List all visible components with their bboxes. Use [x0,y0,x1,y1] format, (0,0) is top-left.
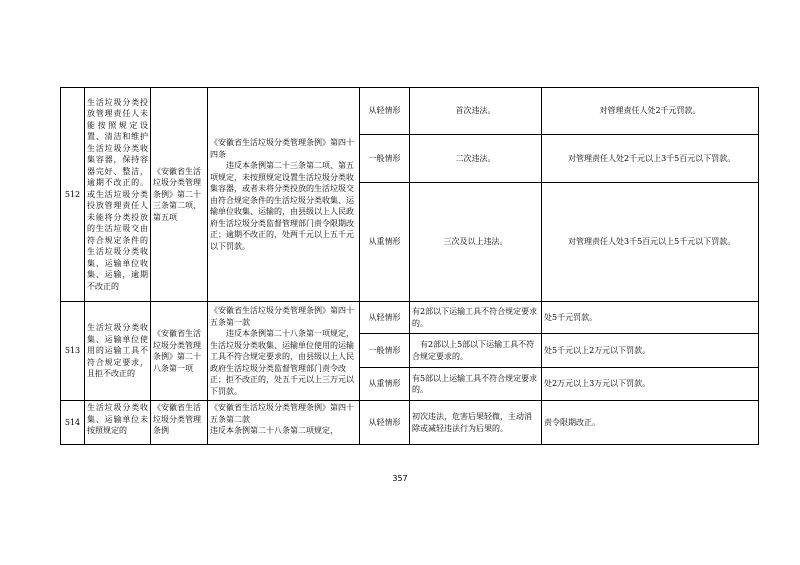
degree-label: 从轻情形 [360,88,410,135]
penalty-standard: 对管理责任人处3千5百元以上5千元以下罚款。 [542,183,759,302]
degree-condition: 有2部以上5部以下运输工具不符合规定要求的。 [410,334,542,368]
item-number: 512 [61,88,85,302]
penalty-reference: 《安徽省生活垃圾分类管理条例》第四十五条第一款 [210,306,354,327]
penalty-text: 违反本条例第二十三条第二项、第五项规定，未按照规定设置生活垃圾分类收集容器，或者未将分类投放的生活垃圾交由符合规定条件的生活垃圾分类收集、运输单位收集、运输的，由县级以上人民政府生活垃圾分类监督管理部门责令限期改正；逾期不改正的，处两千元以上五千元以下罚款。 [210,161,354,251]
degree-condition: 首次违法。 [410,88,542,135]
legal-basis: 《安徽省生活垃圾分类管理条例》第二十八条第一项 [151,302,208,401]
degree-label: 一般情形 [360,135,410,183]
penalty-standard: 处2万元以上3万元以下罚款。 [542,368,759,401]
violation-description: 生活垃圾分类投放管理责任人未能按照规定设置、清洁和维护生活垃圾分类收集容器，保持容器完好、整洁，逾期不改正的。或生活垃圾分类投放管理责任人未能将分类投放的生活垃圾交由符合规定条件的生活垃圾分类收集、运输单位收集、运输，逾期不改正的 [85,88,151,302]
penalty-text: 违反本条例第二十八条第二项规定， [210,426,338,435]
degree-condition: 二次违法。 [410,135,542,183]
degree-label: 从轻情形 [360,401,410,445]
item-number: 514 [61,401,85,445]
degree-condition: 有2部以下运输工具不符合规定要求的。 [410,302,542,334]
item-number: 513 [61,302,85,401]
penalty-provision [208,401,360,445]
degree-label: 从重情形 [360,183,410,302]
table-row [61,302,759,334]
penalty-reference: 《安徽省生活垃圾分类管理条例》第四十四条 [210,138,354,159]
penalty-standard: 处5千元罚款。 [542,302,759,334]
violation-description: 生活垃圾分类收集、运输单位使用的运输工具不符合规定要求，且拒不改正的 [85,302,151,401]
degree-label: 从重情形 [360,368,410,401]
penalty-discretion-table [60,87,759,445]
penalty-provision [208,88,360,302]
penalty-standard: 对管理责任人处2千元罚款。 [542,88,759,135]
penalty-text: 违反本条例第二十八条第一项规定，生活垃圾分类收集、运输单位使用的运输工具不符合规定要求的，由县级以上人民政府生活垃圾分类监督管理部门责令改正；拒不改正的，处五千元以上三万元以下罚款。 [210,329,354,396]
degree-condition: 有5部以上运输工具不符合规定要求的。 [410,368,542,401]
penalty-reference: 《安徽省生活垃圾分类管理条例》第四十五条第二款 [210,403,354,424]
penalty-standard: 处5千元以上2万元以下罚款。 [542,334,759,368]
legal-basis: 《安徽省生活垃圾分类管理条例》第二十三条第二项、第五项 [151,88,208,302]
degree-condition: 三次及以上违法。 [410,183,542,302]
penalty-standard: 对管理责任人处2千元以上3千5百元以下罚款。 [542,135,759,183]
page-number: 357 [392,474,408,483]
degree-condition: 初次违法，危害后果轻微，主动消除或减轻违法行为后果的。 [410,401,542,445]
legal-basis: 《安徽省生活垃圾分类管理条例 [151,401,208,445]
degree-label: 一般情形 [360,334,410,368]
violation-description: 生活垃圾分类收集、运输单位未按照规定的 [85,401,151,445]
penalty-standard: 责令限期改正。 [542,401,759,445]
table-row [61,88,759,135]
degree-label: 从轻情形 [360,302,410,334]
penalty-provision [208,302,360,401]
table-row [61,401,759,445]
